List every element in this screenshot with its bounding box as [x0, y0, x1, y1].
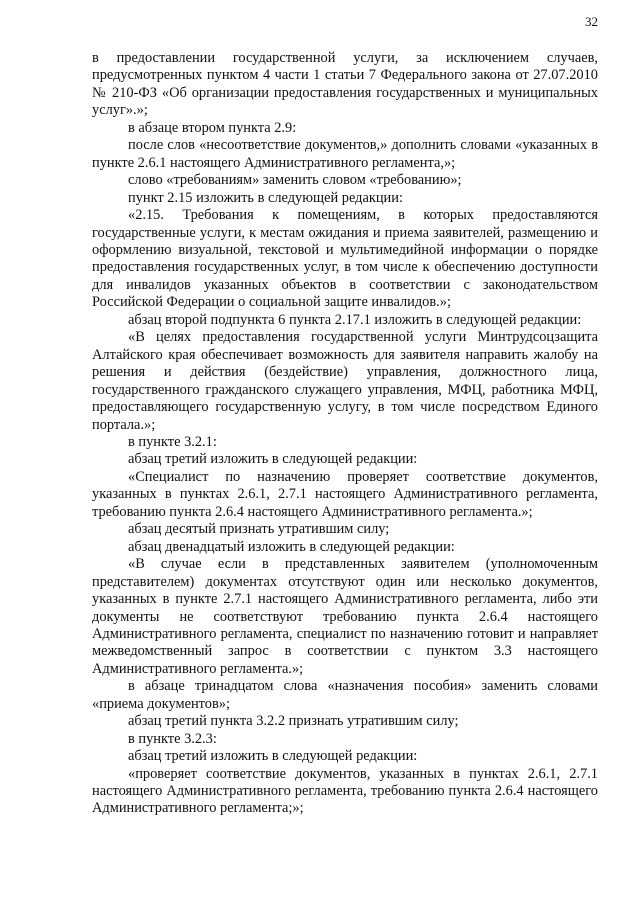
paragraph: «Специалист по назначению проверяет соответствие документов, указанных в пунктах 2.6.1, 2.7.1 настоящего Административного регламента, требованию пункта 2.6.4 настоящего Административного регламента.»; — [92, 468, 598, 520]
paragraph: абзац второй подпункта 6 пункта 2.17.1 изложить в следующей редакции: — [128, 311, 582, 328]
paragraph: в абзаце втором пункта 2.9: — [128, 119, 297, 136]
paragraph: абзац десятый признать утратившим силу; — [128, 521, 390, 538]
paragraph: абзац третий изложить в следующей редакции: — [128, 748, 418, 765]
paragraph: абзац третий изложить в следующей редакции: — [128, 451, 418, 468]
paragraph: пункт 2.15 изложить в следующей редакции: — [128, 189, 403, 206]
paragraph: абзац двенадцатый изложить в следующей редакции: — [128, 538, 455, 555]
paragraph: слово «требованиям» заменить словом «требованию»; — [128, 172, 462, 189]
paragraph: после слов «несоответствие документов,» дополнить словами «указанных в пункте 2.6.1 настоящего Административного регламента,»; — [92, 137, 598, 171]
paragraph: в пункте 3.2.1: — [128, 433, 217, 450]
page-number: 32 — [585, 14, 598, 29]
paragraph: абзац третий пункта 3.2.2 признать утратившим силу; — [128, 713, 459, 730]
paragraph: «проверяет соответствие документов, указанных в пунктах 2.6.1, 2.7.1 настоящего Административного регламента, требованию пункта 2.6.4 настоящего Административного регламента;»; — [92, 765, 598, 817]
paragraph: «В случае если в представленных заявителем (уполномоченным представителем) документах отсутствуют один или несколько документов, указанных в пункте 2.7.1 настоящего Административного регламента, либо эти документы не соответствуют требованию пункта 2.6.4 настоящего Административного регламента, специалист по назначению готовит и направляет межведомственный запрос в соответствии с пунктом 3.3 настоящего Административного регламента.»; — [92, 556, 598, 677]
paragraph: в предоставлении государственной услуги, за исключением случаев, предусмотренных пунктом 4 части 1 статьи 7 Федерального закона от 27.07.2010 № 210-ФЗ «Об организации предоставления государственных и муниципальных услуг».»; — [92, 50, 598, 119]
paragraph: «В целях предоставления государственной услуги Минтрудсоцзащита Алтайского края обеспечивает возможность для заявителя направить жалобу на решения и действия (бездействие) управления, должностного лица, государственного гражданского служащего управления, МФЦ, работника МФЦ, предоставляющего государственную услугу, в том числе посредством Единого портала.»; — [92, 329, 598, 433]
document-body — [92, 50, 598, 818]
paragraph: в пункте 3.2.3: — [128, 730, 217, 747]
paragraph: «2.15. Требования к помещениям, в которых предоставляются государственные услуги, к местам ожидания и приема заявителей, размещению и оформлению визуальной, текстовой и мультимедийной информации о порядке предоставления государственных услуг, в том числе к обеспечению доступности для инвалидов указанных объектов в соответствии с законодательством Российской Федерации о социальной защите инвалидов.»; — [92, 207, 598, 311]
paragraph: в абзаце тринадцатом слова «назначения пособия» заменить словами «приема документов»; — [92, 678, 598, 712]
